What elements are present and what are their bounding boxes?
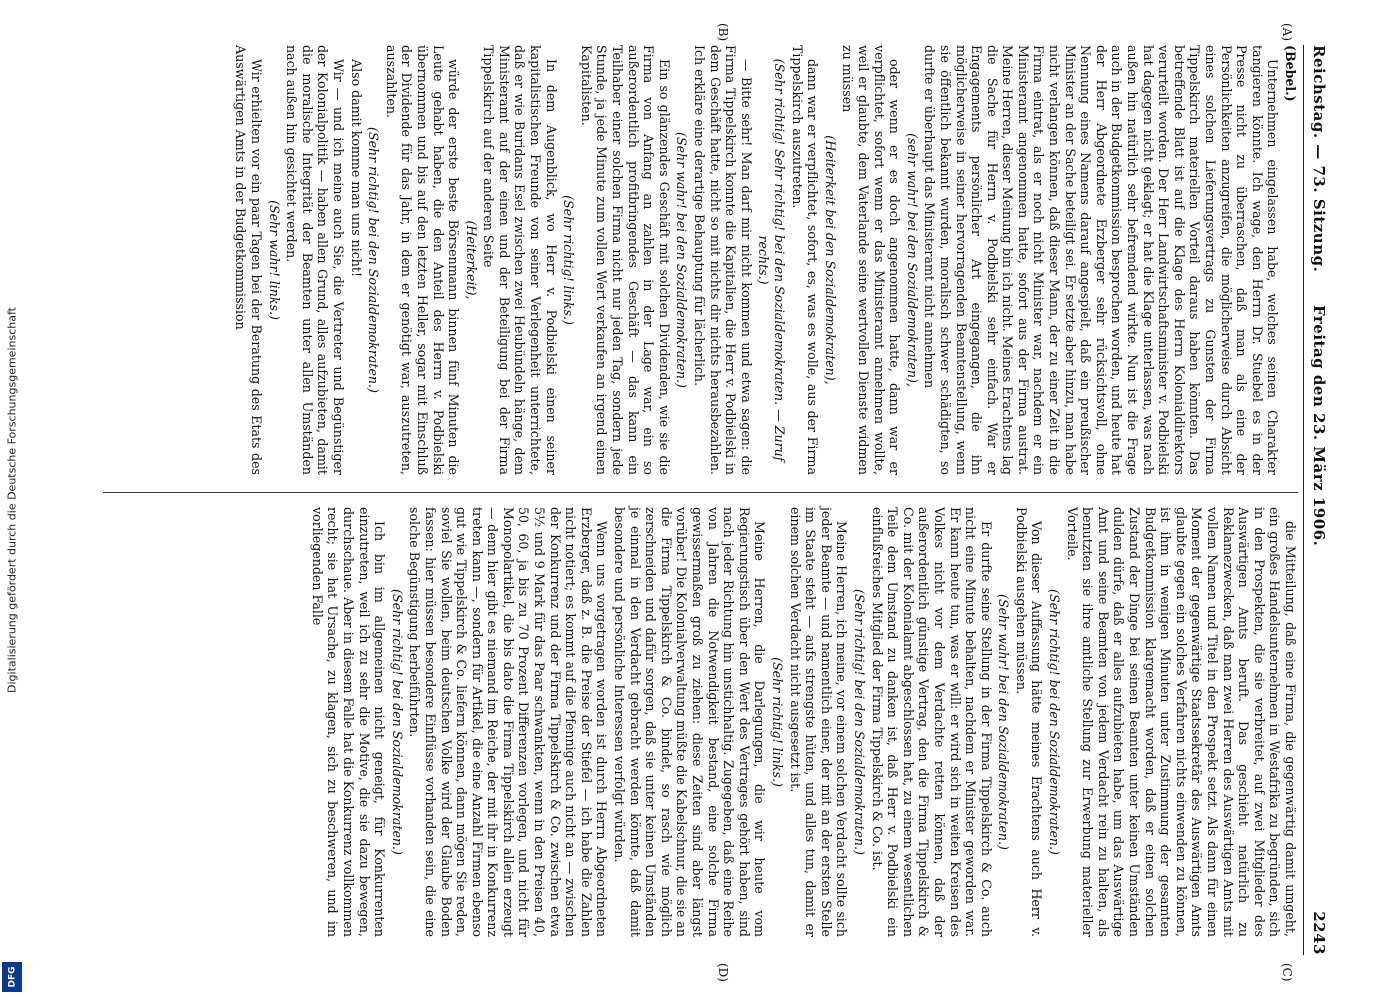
margin-marker-a: (A) — [1280, 23, 1294, 42]
paragraph: oder wenn er es doch angenommen hatte, dann war er verpflichtet, sofort wenn er das Ministeramt annehmen wollte, weil er glaubte, dem Vaterlande seine wertvollen Dienste widmen zu müssen — [840, 45, 903, 475]
interjection: (Sehr richtig! Sehr richtig! bei den Sozialdemokraten. — Zuruf rechts.) — [756, 58, 787, 462]
interjection: (sehr wahr! bei den Sozialdemokraten), — [904, 133, 920, 387]
header-date: Freitag den 23. März 1906. — [1310, 305, 1328, 547]
left-column — [231, 45, 1298, 475]
paragraph: Meine Herren, die Darlegungen, die wir heute vom Regierungstisch über den Wert des Vertrages gehört haben, sind nach jeder Richtung hin unstichhaltig. Zugegeben, daß eine Reihe von Jahren die Notwendigkeit bestand, eine solche Firma gewissermaßen groß zu ziehen: diese Zeiten sind aber längst vorüber! Die Kolonialverwaltung müßte die Kabelschnur, die sie an die Firma Tippelskirch & Co. bindet, so rasch wie möglich zerschneiden und dafür sorgen, daß sie unter keinen Umständen je einmal in den Verdacht gebracht werden könnte, daß damit besondere und persönliche Interessen verfolgt würden. — [612, 507, 768, 937]
interjection: (Sehr richtig! bei den Sozialdemokraten.) — [366, 127, 382, 393]
interjection: (Heiterkeit bei den Sozialdemokraten), — [822, 135, 838, 385]
interjection: (Sehr wahr! bei den Sozialdemokraten.) — [996, 594, 1012, 850]
header-session: Reichstag. — 73. Sitzung. — [1310, 45, 1328, 273]
margin-marker-b: (B) — [716, 23, 730, 42]
paragraph: Meine Herren, ich meine, vor einem solchen Verdacht sollte sich jeder Beamte — und namentlich einer, der mit an der ersten Stelle im Staate steht — aufs strengste hüten, und alles tun, damit er einem solchen Verdacht nicht ausgesetzt ist. — [787, 507, 850, 937]
paragraph: Wir — und ich meine auch Sie, die Vertreter und Begünstiger der Kolonialpolitik — haben allen Grund, alles aufzubieten, damit die moralische Integrität der Beamten unter allen Umständen nach außen hin gesichtet werden. — [284, 45, 346, 475]
paragraph: Wir erhielten vor ein paar Tagen bei der Beratung des Etats des Auswärtigen Amts in der Budgetkommission — [233, 45, 264, 475]
interjection: (Sehr wahr! links.) — [266, 200, 282, 320]
paragraph: Also damit komme man uns nicht! — [348, 59, 364, 278]
header-rule — [1303, 45, 1304, 955]
paragraph: würde der erste beste Börsenmann binnen fünf Minuten die Leute gehabt haben, die den Anteil des Herrn v. Podbielski übernommen und bis auf den letzten Heller, sogar mit Einschluß der Dividende für das Jahr, in dem er genötigt war, auszutreten, auszahlten. — [383, 45, 462, 475]
interjection: (Sehr richtig! bei den Sozialdemokraten.) — [1047, 589, 1063, 855]
paragraph: — Bitte sehr! Man darf mir nicht kommen und etwa sagen: die Firma Tippelskirch konnte die Kapitalien, die Herr v. Podbielski in dem Geschäft hatte, nicht so mit nichts dir nichts herausbezahlen. Ich erkläre eine derartige Behauptung für lächerlich. — [692, 45, 754, 475]
page-header — [1304, 45, 1330, 955]
paragraph: die Mitteilung, daß eine Firma, die gegenwärtig damit umgeht, ein großes Handelsunternehmen in Westafrika zu begründen, sich in den Prospekten, die sie verbreitet, auf zwei Mitglieder des Auswärtigen Amts beruft. Das geschieht natürlich zu Reklamezwecken, daß man zwei Herren des Auswärtigen Amts mit vollem Namen und Titel in den Prospekt setzt. Als dann für einen Moment der gegenwärtige Staatssekretär des Auswärtigen Amts glaubte gegen ein solches Verfahren nichts einwenden zu können, ist ihm in wenigen Minuten unter Zustimmung der gesamten Budgetkommission klargemacht worden, daß er einen solchen Zustand der Dinge bei seinen Beamten unter keinen Umständen dulden dürfe, daß er alles aufzubieten habe, um das Auswärtige Amt und seine Beamten von jedem Verdacht rein zu halten, als benutzten sie ihre amtliche Stellung zur Erwerbung materieller Vorteile. — [1064, 507, 1298, 937]
right-column — [307, 507, 1298, 937]
paragraph: Er durfte seine Stellung in der Firma Tippelskirch & Co. auch nicht eine Minute behalten, nachdem er Minister geworden war. Er kann heute tun, was er will: er wird sich in weiten Kreisen des Volkes nicht vor dem Verdachte retten können, daß der außerordentlich günstige Vertrag, den die Firma Tippelskirch & Co. mit der Kolonialamt abgeschlossen hat, zu einem wesentlichen Teile dem Umstand zu danken ist, daß Herr v. Podbielski ein einflußreiches Mitglied der Firma Tippelskirch & Co. ist. — [869, 507, 994, 937]
paragraph: dann war er verpflichtet, sofort, es, was es wolle, aus der Firma Tippelskirch auszutreten. — [789, 45, 821, 475]
paragraph: Unternehmen eingelassen habe, welches seinen Charakter tangieren könnte. Ich wage, den Herrn Dr. Stuebel es in der Presse nicht zu überraschen, daß man als eine der Persönlichkeiten anzugreifen, die möglicherweise durch Absicht eines solchen Lieferungsvertrags zu Gunsten der Firma Tippelskirch materiellen Vorteil daraus haben könnten. Das betreffende Blatt ist auf die Klage des Herrn Kolonialdirektors verurteilt worden. Der Herr Landwirtschaftsminister v. Podbielski hat dagegen nicht geklagt; er hat die Klage unterlassen, was nach außen hin natürlich sehr befremdend wirkte. Nun ist die Frage auch in der Budgetkommission besprochen worden, und heute hat der Herr Abgeordnete Erzberger sehr rücksichtsvoll, ohne Nennung eines Namens darauf angespielt, daß ein preußischer Minister an der Sache beteiligt sei. Er setzte aber hinzu, man habe nicht verlangen können, daß dieser Mann, der zu einer Zeit in die Firma eintrat, als er noch nicht Minister war, nachdem er ein Ministeramt angenommen hatte, sofort aus der Firma austrat. Meine Herren, dieser Meinung bin ich nicht. Meines Erachtens lag die Sache für Herrn v. Podbielski sehr einfach. War er Engagements persönlicher Art eingegangen, die ihn möglicherweise in seiner hervorragenden Beamtenstellung, wenn sie öffentlich bekannt wurden, moralisch schwer schädigten, so durfte er überhaupt das Ministeramt nicht annehmen — [922, 45, 1281, 475]
speaker-name: (Bebel.) — [1283, 45, 1298, 102]
paragraph: In dem Augenblick, wo Herr v. Podbielski einen seiner kapitalistischen Freunde von seiner Verlegenheit unterrichtete, daß er wie Buridans Esel zwischen zwei Heubündeln hänge, dem Ministeramt auf der einen und der Beteiligung bei der Firma Tippelskirch auf der anderen Seite — [481, 45, 559, 475]
interjection: (Sehr richtig! links.) — [770, 657, 785, 787]
interjection: (Sehr wahr! bei den Sozialdemokraten.) — [674, 132, 690, 388]
dfg-logo-text: DFG — [7, 966, 18, 988]
dfg-logo — [2, 962, 22, 992]
column-divider — [103, 492, 1298, 493]
interjection: (Sehr richtig! bei den Sozialdemokraten.) — [851, 589, 867, 855]
margin-marker-c: (C) — [1280, 963, 1294, 982]
document-page — [95, 23, 1330, 982]
interjection: (Heiterkeit), — [463, 220, 479, 300]
margin-marker-d: (D) — [716, 963, 730, 982]
digitization-credit: Digitalisierung gefördert durch die Deutsche Forschungsgemeinschaft — [5, 307, 19, 693]
interjection: (Sehr richtig! links.) — [561, 195, 577, 325]
side-strip — [0, 0, 24, 1000]
page-number: 2243 — [1310, 911, 1328, 955]
interjection: (Sehr richtig! bei den Sozialdemokraten.) — [389, 589, 405, 855]
paragraph: Ich bin im allgemeinen nicht geneigt, für Konkurrenten einzutreten, weil ich zu sehr die Motive, die sie dazu bewegen, durchschaue. Aber in diesem Falle hat die Konkurrenz vollkommen recht; sie hat Ursache, zu klagen, sich zu beschweren, und im vorliegenden Falle — [309, 507, 388, 937]
paragraph: Ein so glänzendes Geschäft mit solchen Dividenden, wie sie die Firma von Anfang an zahlen in der Lage war, ein so außerordentlich profitbringendes Geschäft — das kann ein Teilhaber einer solchen Firma nicht nur jeden Tag, sondern jede Stunde, ja jede Minute zum vollen Wert verkaufen an irgend einen Kapitalisten. — [578, 45, 672, 475]
paragraph: Wenn uns vorgetragen worden ist durch Herrn Abgeordneten Erzberger, daß z. B. die Preise der Stiefel — ich habe die Zahlen nicht notiert; es kommt auf die Pfennige auch nicht an — zwischen der Konkurrenz und der Firma Tippelskirch & Co. zwischen etwa 5½ und 9 Mark für das Paar schwankten, wenn in den Preisen 40, 50, 60, ja bis zu 70 Prozent Differenzen vorlegen, und nicht für Monopolartikel, die bis dato die Firma Tippelskirch allein erzeugt — denn hier gibt es niemand im Reiche, der mit ihr in Konkurrenz treten kann —, sondern für Artikel, die eine Anzahl Firmen ebenso gut wie Tippelskirch & Co. liefern können, dann mögen Sie reden, soviel Sie wollen, beim deutschen Volke wird der Glaube Boden fassen: hier müssen besondere Einflüsse vorhanden sein, die eine solche Begünstigung herbeiführten. — [407, 507, 610, 937]
paragraph: Von dieser Auffassung hätte meines Erachtens auch Herr v. Podbielski ausgehen müssen. — [1013, 507, 1045, 937]
